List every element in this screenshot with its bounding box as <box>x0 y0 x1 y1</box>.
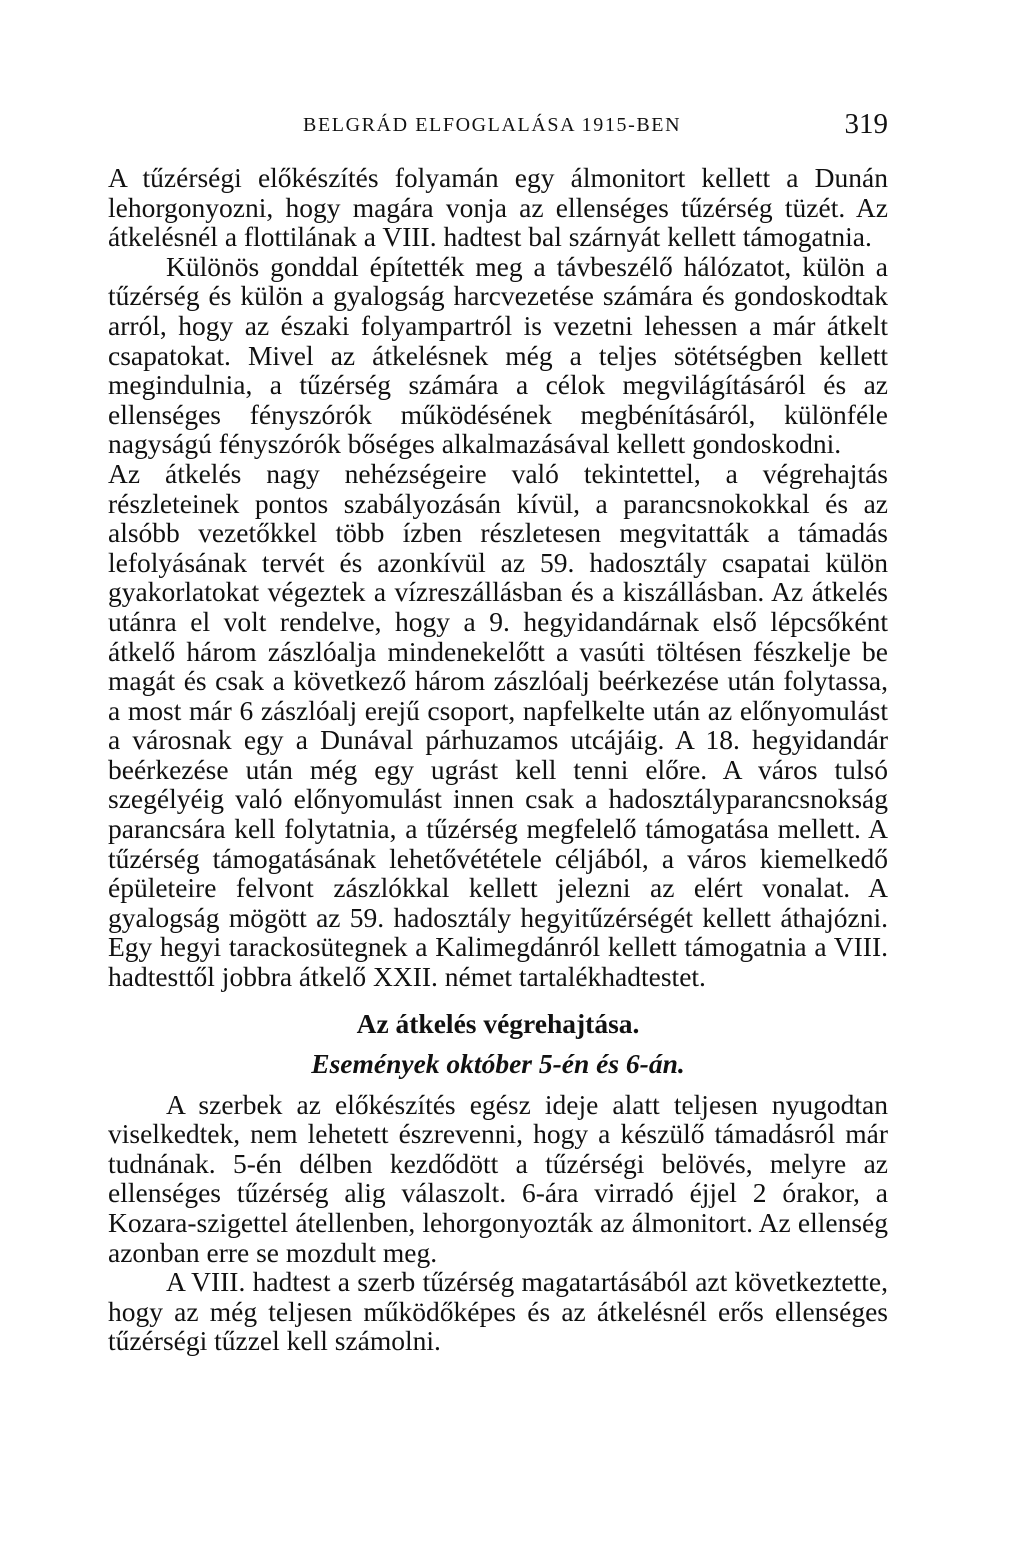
paragraph-3: Az átkelés nagy nehézségeire való tekintettel, a végrehajtás részleteinek pontos szabályozásán kívül, a parancsnokokkal és az alsóbb vezetőkkel több ízben részletesen megvitatták a támadás lefolyásának tervét és azonkívül az 59. hadosztály csapatai külön gyakorlatokat végeztek a vízreszállásban és a kiszállásban. Az átkelés utánra el volt rendelve, hogy a 9. hegyidandárnak első lépcsőként átkelő három zászlóalja mindenekelőtt a vasúti töltésen fészkelje be magát és csak a következő három zászlóalj beérkezése után folytassa, a most már 6 zászlóalj erejű csoport, napfelkelte után az előnyomulást a városnak egy a Dunával párhuzamos utcájáig. A 18. hegyidandár beérkezése után még egy ugrást kell tenni előre. A város tulsó szegélyéig való előnyomulást innen csak a hadosztályparancsnokság parancsára kell folytatnia, a tűzérség megfelelő támogatása mellett. A tűzérség támogatásának lehetővététele céljából, a város kiemelkedő épületeire felvont zászlókkal kellett jelezni az elért vonalat. A gyalogság mögött az 59. hadosztály hegyitűzérségét kellett áthajózni. Egy hegyi tarackosütegnek a Kalimegdánról kellett támogatnia a VIII. hadtesttől jobbra átkelő XXII. német tartalékhadtestet. <box>108 457 888 993</box>
paragraph-1: A tűzérségi előkészítés folyamán egy álmonitort kellett a Dunán lehorgonyozni, hogy magára vonja az ellenséges tűzérség tüzét. Az átkelésnél a flottilának a VIII. hadtest bal szárnyát kellett támogatnia. <box>108 162 888 253</box>
section-heading: Az átkelés végrehajtása. <box>356 1007 640 1039</box>
section-subheading: Események október 5-én és 6-án. <box>311 1047 685 1079</box>
paragraph-4: A szerbek az előkészítés egész ideje alatt teljesen nyugodtan viselkedtek, nem lehetett észrevenni, hogy a készülő támadásról már tudnának. 5-én délben kezdődött a tűzérségi belövés, melyre az ellenséges tűzérség alig válaszolt. 6-ára virradó éjjel 2 órakor, a Kozara-szigettel átellenben, lehorgonyozták az álmonitort. Az ellenség azonban erre se mozdult meg. <box>108 1088 888 1268</box>
body-text <box>108 163 888 1356</box>
paragraph-5: A VIII. hadtest a szerb tűzérség magatartásából azt következtette, hogy az még teljesen működőképes és az átkelésnél erős ellenséges tűzérségi tűzzel kell számolni. <box>108 1266 888 1357</box>
running-title: BELGRÁD ELFOGLALÁSA 1915-BEN <box>303 114 682 136</box>
page-number: 319 <box>844 108 888 140</box>
running-head <box>108 108 888 148</box>
paragraph-2: Különös gonddal építették meg a távbeszélő hálózatot, külön a tűzérség és külön a gyalogság harcvezetése számára és gondoskodtak arról, hogy az északi folyampartról is vezetni lehessen a már átkelt csapatokat. Mivel az átkelésnek még a teljes sötétségben kellett megindulnia, a tűzérség számára a célok megvilágításáról és az ellenséges fényszórók működésének megbénításáról, különféle nagyságú fényszórók bőséges alkalmazásával kellett gondoskodni. <box>108 250 888 460</box>
